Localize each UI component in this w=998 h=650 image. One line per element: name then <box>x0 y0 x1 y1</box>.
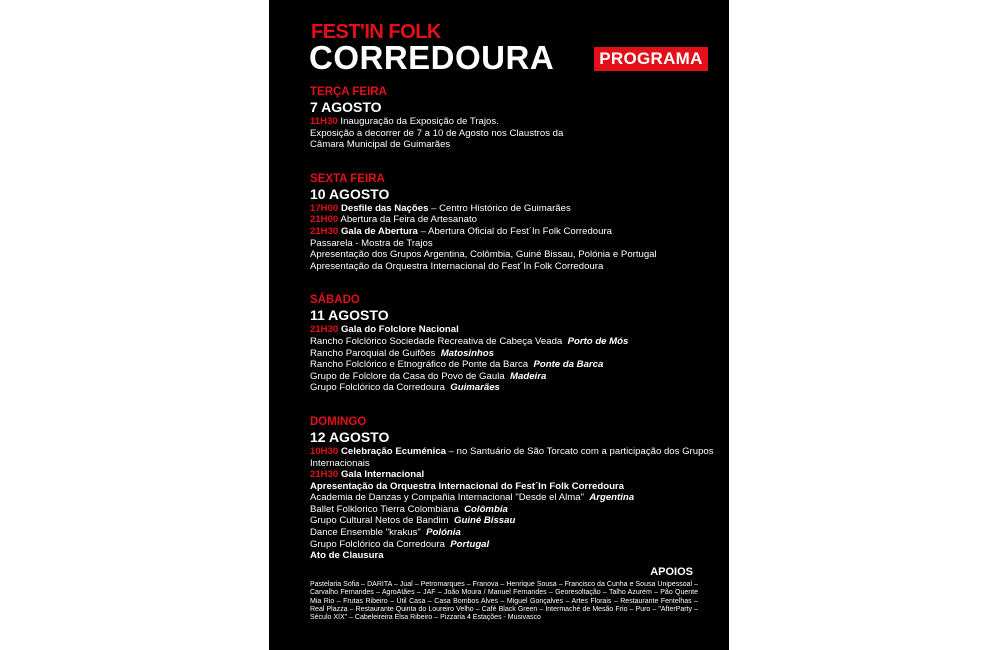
schedule <box>310 86 715 584</box>
event-time: 17H00 <box>310 202 339 214</box>
group-origin: Porto de Mós <box>567 335 629 347</box>
schedule-line <box>310 527 715 539</box>
group-origin: Argentina <box>589 492 635 504</box>
schedule-section <box>310 173 715 273</box>
schedule-line <box>310 226 715 238</box>
event-text: Rancho Folclórico Sociedade Recreativa de Cabeça Veada <box>310 335 563 347</box>
schedule-line <box>310 382 715 394</box>
schedule-section <box>310 294 715 394</box>
schedule-line <box>310 469 715 481</box>
group-origin: Ponte da Barca <box>533 359 604 371</box>
schedule-line <box>310 336 715 348</box>
day-label: TERÇA FEIRA <box>310 86 387 98</box>
brand-corredoura: CORREDOURA <box>309 39 555 76</box>
schedule-line <box>310 214 715 226</box>
event-text: Grupo Folclórico da Corredoura <box>310 538 445 550</box>
schedule-line <box>310 539 715 551</box>
schedule-line <box>310 515 715 527</box>
day-label: DOMINGO <box>310 415 367 428</box>
sponsors-list: Pastelaria Sofia – DARITA – Jual – Petromarques – Franova – Henrique Sousa – Francisco da Cunha e Sousa Unipessoal – Carvalho Fernandes – AgroAtães – JAF – João Moura / Manuel Fernandes – Georesoltação – Talho Azurém – Pão Quente Mia Rio – Frutas Ribeiro – Útil Casa – Casa Bombos Alves – Miguel Gonçalves – Artes Florais – Restaurante Fentelhas – Real Plazza – Restaurante Quinta do Loureiro Velho – Café Black Green – Intermaché de Mesão Frio – Puro – "AfterParty – Século XIX" – Cabeleireira Elsa Ribeiro – Pizzaria 4 Estações - Musivasco <box>310 581 698 622</box>
schedule-line <box>310 238 715 250</box>
event-text: – Abertura Oficial do Fest´In Folk Corredoura <box>417 225 612 237</box>
event-time: 21H30 <box>310 225 339 237</box>
group-origin: Polónia <box>426 527 461 539</box>
event-text: Inauguração da Exposição de Trajos. <box>337 116 499 127</box>
schedule-section <box>310 416 715 562</box>
schedule-line <box>310 324 715 336</box>
date-label: 10 AGOSTO <box>310 185 390 202</box>
schedule-line <box>310 261 715 273</box>
event-text: Apresentação dos Grupos Argentina, Colômbia, Guiné Bissau, Polónia e Portugal <box>310 249 657 261</box>
event-time: 11H30 <box>310 116 338 127</box>
programa-badge: PROGRAMA <box>594 47 708 71</box>
event-text: Academia de Danzas y Compañia Internacional "Desde el Alma" <box>310 492 584 504</box>
schedule-line <box>310 481 715 493</box>
event-title: Ato de Clausura <box>310 550 384 562</box>
event-text: Passarela - Mostra de Trajos <box>310 237 433 249</box>
event-time: 21H30 <box>310 324 339 336</box>
event-text: Apresentação da Orquestra Internacional do Fest´In Folk Corredoura <box>310 260 604 272</box>
event-time: 21H00 <box>310 214 339 226</box>
group-origin: Guiné Bissau <box>454 515 516 527</box>
schedule-section <box>310 86 715 151</box>
brand-festin-folk: FEST'IN FOLK <box>311 21 441 43</box>
group-origin: Portugal <box>450 538 490 550</box>
event-text: Grupo Folclórico da Corredoura <box>310 382 445 394</box>
event-title: Gala do Folclore Nacional <box>338 324 459 336</box>
event-title: Gala de Abertura <box>338 225 418 237</box>
schedule-line <box>310 203 715 215</box>
group-origin: Colômbia <box>464 503 508 515</box>
date-label: 12 AGOSTO <box>310 428 390 445</box>
event-title: Desfile das Nações <box>338 202 429 214</box>
schedule-line <box>310 446 715 469</box>
schedule-line <box>310 504 715 516</box>
day-label: SEXTA FEIRA <box>310 172 385 185</box>
event-text: Grupo de Folclore da Casa do Povo de Gaula <box>310 370 505 382</box>
event-text: Dance Ensemble "krakus" <box>310 527 421 539</box>
group-origin: Guimarães <box>450 382 500 394</box>
schedule-line <box>310 371 715 383</box>
schedule-line <box>310 359 715 371</box>
event-title: Celebração Ecuménica <box>338 445 446 457</box>
schedule-line <box>310 492 715 504</box>
event-poster <box>269 0 729 650</box>
event-text: Abertura da Feira de Artesanato <box>338 214 477 226</box>
event-text: Grupo Cultural Netos de Bandim <box>310 515 449 527</box>
event-text: Ballet Folklorico Tierra Colombiana <box>310 503 459 515</box>
date-label: 7 AGOSTO <box>310 99 382 115</box>
event-text: Exposição a decorrer de 7 a 10 de Agosto nos Claustros da <box>310 127 564 139</box>
schedule-line <box>310 550 715 562</box>
schedule-line <box>310 348 715 360</box>
event-text: – Centro Histórico de Guimarães <box>428 202 571 214</box>
schedule-line <box>310 139 715 151</box>
schedule-line <box>310 128 715 140</box>
event-time: 21H30 <box>310 469 339 481</box>
event-text: Câmara Municipal de Guimarães <box>310 139 451 151</box>
event-text: Rancho Folclórico e Etnográfico de Ponte da Barca <box>310 359 529 371</box>
event-time: 10H30 <box>310 445 339 457</box>
apoios-title: APOIOS <box>650 566 693 578</box>
day-label: SÁBADO <box>310 294 360 307</box>
event-text: – no Santuário de São Torcato com a participação dos Grupos Internacionais <box>310 445 714 469</box>
event-title: Gala Internacional <box>338 469 425 481</box>
schedule-line <box>310 249 715 261</box>
schedule-line <box>310 116 715 128</box>
group-origin: Matosinhos <box>440 347 494 359</box>
event-title: Apresentação da Orquestra Internacional do Fest´In Folk Corredoura <box>310 480 624 492</box>
date-label: 11 AGOSTO <box>310 307 389 324</box>
group-origin: Madeira <box>510 370 547 382</box>
event-text: Rancho Paroquial de Guifões <box>310 347 436 359</box>
